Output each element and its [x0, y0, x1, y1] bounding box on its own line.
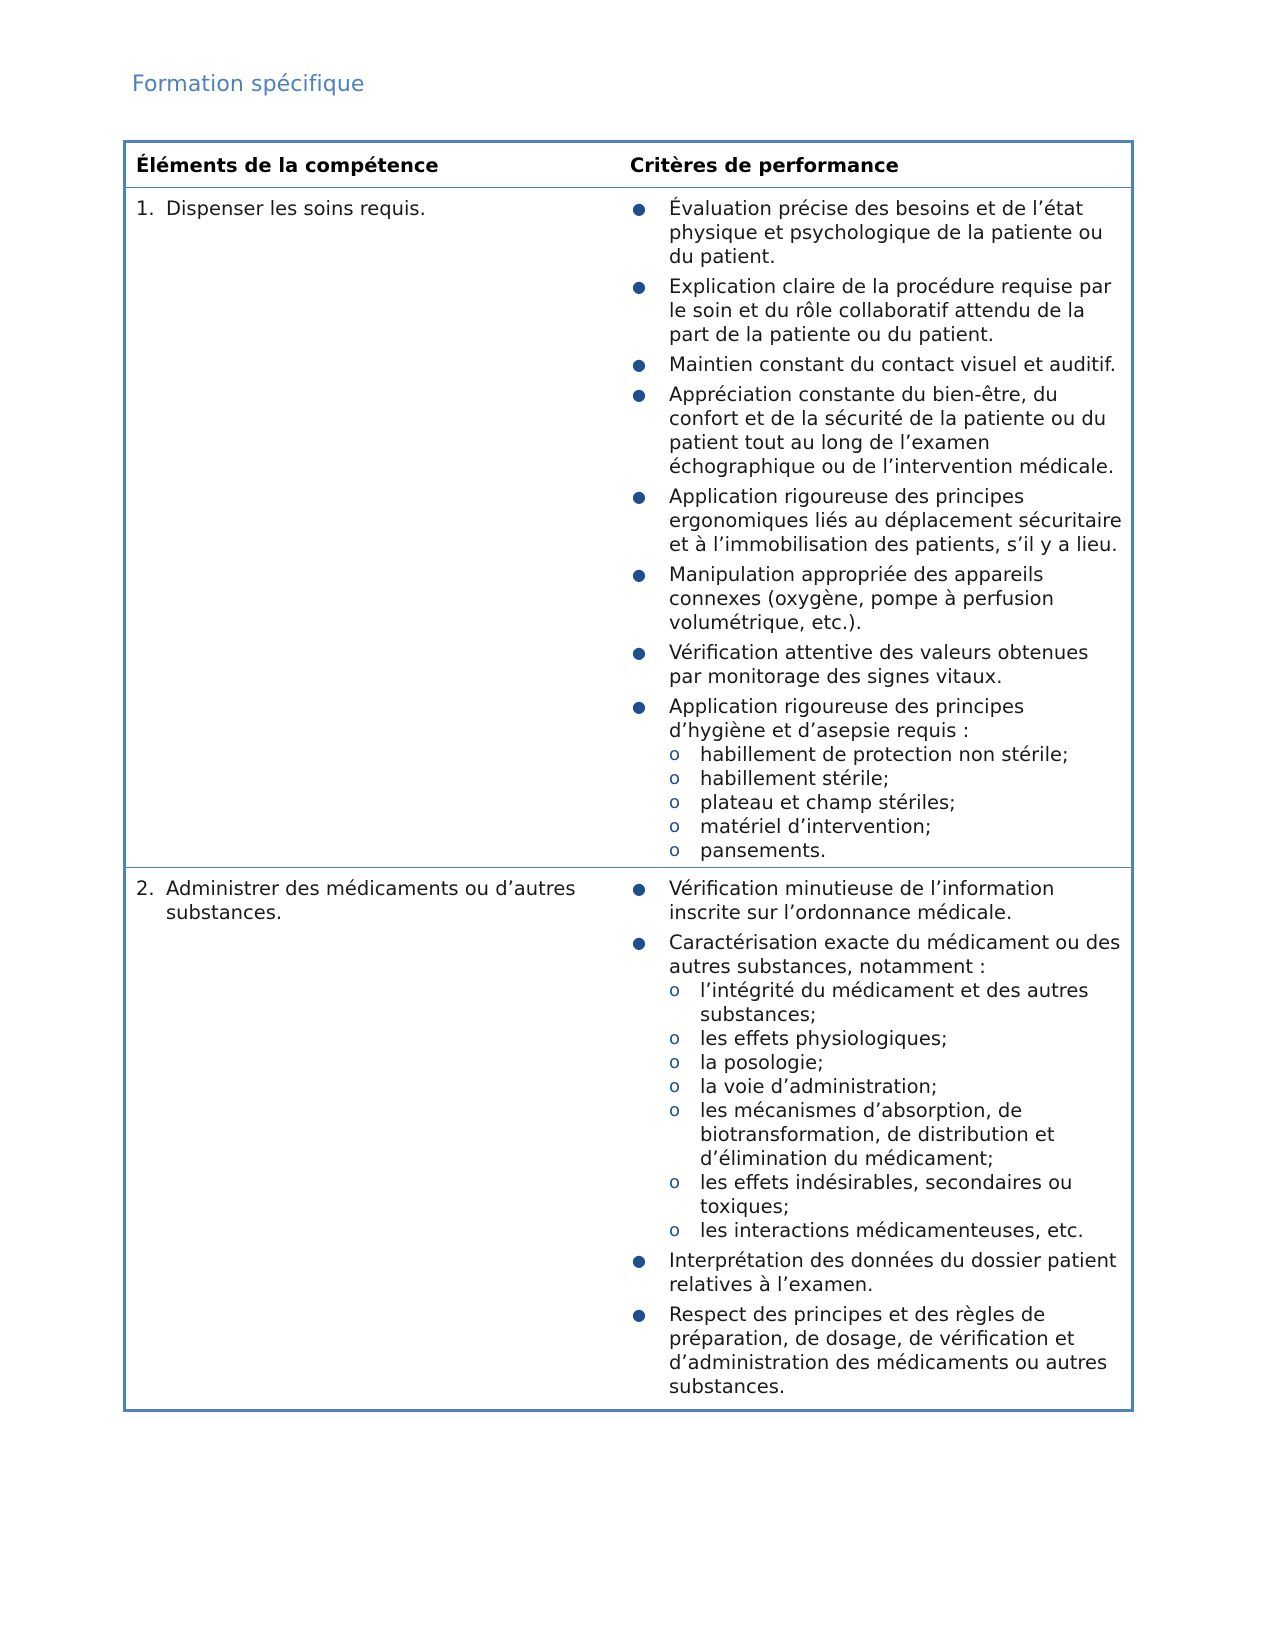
competence-table [123, 140, 1134, 1412]
table-row [126, 867, 1131, 1409]
list-item: ● Appréciation constante du bien-être, du confort et de la sécurité de la patiente ou du patient tout au long de l’examen échographique ou de l’intervention médicale. [626, 383, 1123, 479]
criteria-list [626, 188, 1131, 867]
circle-bullet-icon: o [669, 1076, 681, 1097]
sub-list-item: o habillement stérile; [669, 767, 890, 790]
table-header-row [126, 143, 1131, 187]
circle-bullet-icon: o [669, 744, 681, 765]
circle-bullet-icon: o [669, 1220, 681, 1241]
bullet-icon: ● [632, 879, 646, 898]
bullet-icon: ● [632, 565, 646, 584]
sub-list-item: o habillement de protection non stérile; [669, 743, 1069, 766]
bullet-icon: ● [632, 487, 646, 506]
list-item: ● Vérification attentive des valeurs obtenues par monitorage des signes vitaux. [626, 641, 1123, 689]
sub-list-item: o les mécanismes d’absorption, de biotransformation, de distribution et d’élimination du médicament; [669, 1099, 1055, 1170]
sub-list-item: o la posologie; [669, 1051, 824, 1074]
bullet-icon: ● [632, 355, 646, 374]
list-item: ● Application rigoureuse des principes d’hygiène et d’asepsie requis : o habillement de protection non stérile; o habillement stérile; o plateau et champ stériles; o matériel d’intervention; o pansements. [626, 695, 1123, 863]
list-item: ● Explication claire de la procédure requise par le soin et du rôle collaboratif attendu de la part de la patiente ou du patient. [626, 275, 1123, 347]
bullet-icon: ● [632, 1305, 646, 1324]
bullet-icon: ● [632, 697, 646, 716]
list-item: ● Évaluation précise des besoins et de l’état physique et psychologique de la patiente ou du patient. [626, 197, 1123, 269]
competence-element [136, 197, 626, 221]
criteria-list [626, 868, 1131, 1409]
circle-bullet-icon: o [669, 980, 681, 1001]
circle-bullet-icon: o [669, 768, 681, 789]
list-item: ● Manipulation appropriée des appareils connexes (oxygène, pompe à perfusion volumétrique, etc.). [626, 563, 1123, 635]
page-title: Formation spécifique [132, 72, 365, 97]
element-text: Dispenser les soins requis. [166, 197, 426, 220]
list-item: ● Maintien constant du contact visuel et auditif. [626, 353, 1123, 377]
sub-list-item: o plateau et champ stériles; [669, 791, 956, 814]
competence-element [136, 877, 626, 925]
element-number: 1. [136, 197, 155, 220]
column-header-criteria: Critères de performance [630, 153, 899, 177]
sub-list-item: o pansements. [669, 839, 827, 862]
sub-list-item: o la voie d’administration; [669, 1075, 938, 1098]
sub-list-item: o les effets indésirables, secondaires ou toxiques; [669, 1171, 1073, 1218]
bullet-icon: ● [632, 643, 646, 662]
list-item: ● Vérification minutieuse de l’information inscrite sur l’ordonnance médicale. [626, 877, 1123, 925]
circle-bullet-icon: o [669, 1052, 681, 1073]
sub-list-item: o l’intégrité du médicament et des autres substances; [669, 979, 1089, 1026]
list-item: ● Application rigoureuse des principes ergonomiques liés au déplacement sécuritaire et à l’immobilisation des patients, s’il y a lieu. [626, 485, 1123, 557]
sub-list-item: o les effets physiologiques; [669, 1027, 948, 1050]
circle-bullet-icon: o [669, 1172, 681, 1193]
table-row [126, 187, 1131, 867]
column-header-elements: Éléments de la compétence [136, 153, 439, 177]
bullet-icon: ● [632, 933, 646, 952]
circle-bullet-icon: o [669, 840, 681, 861]
list-item: ● Caractérisation exacte du médicament ou des autres substances, notamment : o l’intégrité du médicament et des autres substances; o les effets physiologiques; o la posologie; o la voie d’administration; o les mécanismes d’absorption, de biotransformation, de distribution et d’élimination du médicament; o les effets indésirables, secondaires ou toxiques; o les interactions médicamenteuses, etc. [626, 931, 1123, 1243]
sub-list-item: o matériel d’intervention; [669, 815, 932, 838]
circle-bullet-icon: o [669, 1100, 681, 1121]
bullet-icon: ● [632, 385, 646, 404]
bullet-icon: ● [632, 277, 646, 296]
list-item: ● Interprétation des données du dossier patient relatives à l’examen. [626, 1249, 1123, 1297]
bullet-icon: ● [632, 1251, 646, 1270]
circle-bullet-icon: o [669, 792, 681, 813]
list-item: ● Respect des principes et des règles de préparation, de dosage, de vérification et d’administration des médicaments ou autres substances. [626, 1303, 1123, 1399]
element-number: 2. [136, 877, 155, 900]
bullet-icon: ● [632, 199, 646, 218]
element-text: Administrer des médicaments ou d’autres substances. [166, 877, 576, 924]
sub-list-item: o les interactions médicamenteuses, etc. [669, 1219, 1084, 1242]
circle-bullet-icon: o [669, 1028, 681, 1049]
circle-bullet-icon: o [669, 816, 681, 837]
